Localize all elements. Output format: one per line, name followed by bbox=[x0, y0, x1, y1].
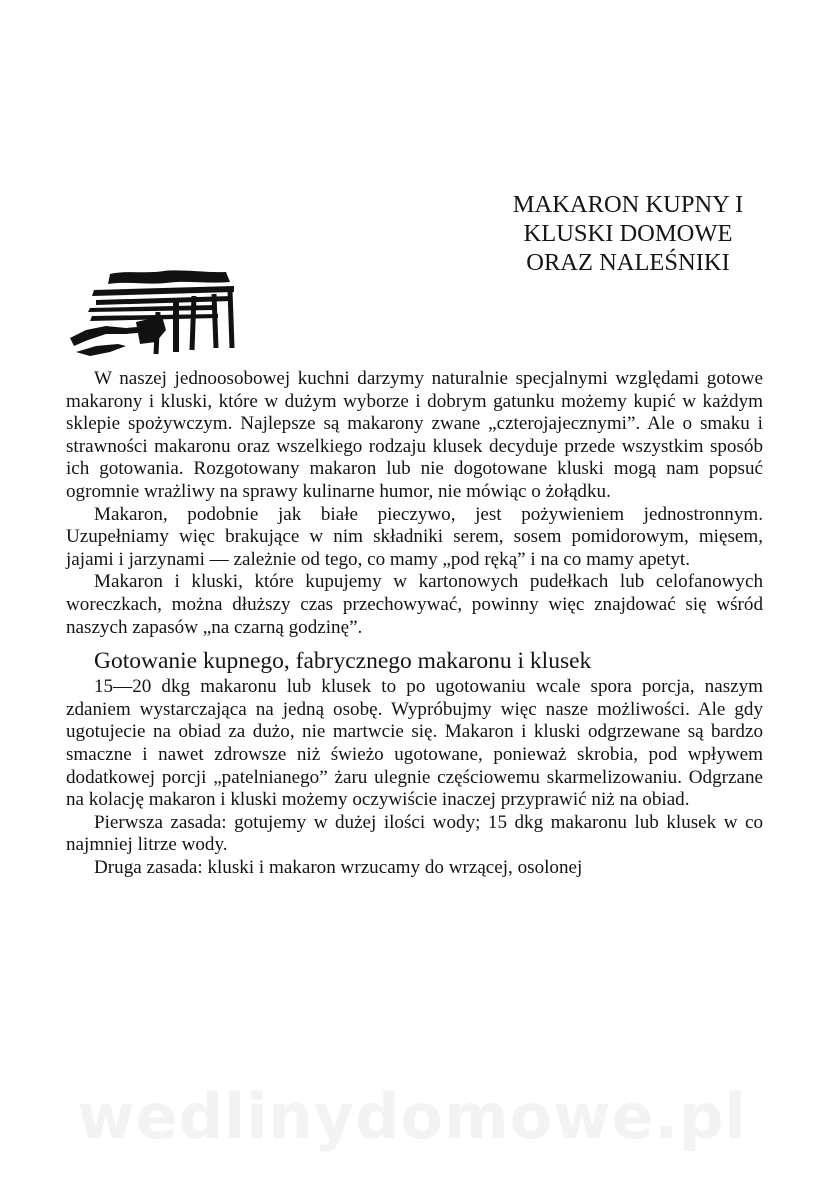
article-body bbox=[66, 368, 763, 879]
paragraph: Makaron i kluski, które kupujemy w kartonowych pudełkach lub celofanowych woreczkach, można dłuższy czas przechowywać, powinny więc znajdować się wśród naszych zapasów „na czarną godzinę”. bbox=[66, 571, 763, 638]
chapter-title-line-1: MAKARON KUPNY I bbox=[512, 191, 744, 218]
chapter-title bbox=[470, 190, 786, 277]
paragraph: Makaron, podobnie jak białe pieczywo, jest pożywieniem jednostronnym. Uzupełniamy więc brakujące w nim składniki serem, sosem pomidorowym, mięsem, jajami i jarzynami — zależnie od tego, co mamy „pod ręką” i na co mamy apetyt. bbox=[66, 503, 763, 570]
watermark: wedlinydomowe.pl bbox=[77, 1080, 747, 1153]
section-heading: Gotowanie kupnego, fabrycznego makaronu i klusek bbox=[94, 648, 592, 675]
chapter-title-line-3: ORAZ NALEŚNIKI bbox=[526, 249, 730, 276]
chapter-title-line-2: KLUSKI DOMOWE bbox=[523, 220, 733, 247]
paragraph: Druga zasada: kluski i makaron wrzucamy do wrzącej, osolonej bbox=[94, 856, 583, 878]
paragraph: W naszej jednoosobowej kuchni darzymy naturalnie specjalnymi względami gotowe makarony i kluski, które w dużym wyborze i dobrym gatunku możemy kupić w każdym sklepie spożywczym. Najlepsze są makarony zwane „czterojajecznymi”. Ale o smaku i strawności makaronu oraz wszelkiego rodzaju klusek decyduje przede wszystkim sposób ich gotowania. Rozgotowany makaron lub nie dogotowane kluski mogą nam popsuć ogromnie wrażliwy na sprawy kulinarne humor, nie mówiąc o żołądku. bbox=[66, 368, 763, 502]
paragraph: Pierwsza zasada: gotujemy w dużej ilości wody; 15 dkg makaronu lub klusek w co najmniej litrze wody. bbox=[66, 811, 763, 856]
paragraph: 15—20 dkg makaronu lub klusek to po ugotowaniu wcale spora porcja, naszym zdaniem wystarczająca na jedną osobę. Wypróbujmy więc nasze możliwości. Ale gdy ugotujecie na obiad za dużo, nie martwcie się. Makaron i kluski odgrzewane są bardzo smaczne i nawet zdrowsze niż świeżo ugotowane, ponieważ skrobia, pod wpływem dodatkowej porcji „patelnianego” żaru ulegnie częściowemu skarmelizowaniu. Odgrzane na kolację makaron i kluski możemy oczywiście inaczej przyprawić niż na obiad. bbox=[66, 676, 763, 811]
grass-ornament-icon bbox=[66, 268, 238, 358]
